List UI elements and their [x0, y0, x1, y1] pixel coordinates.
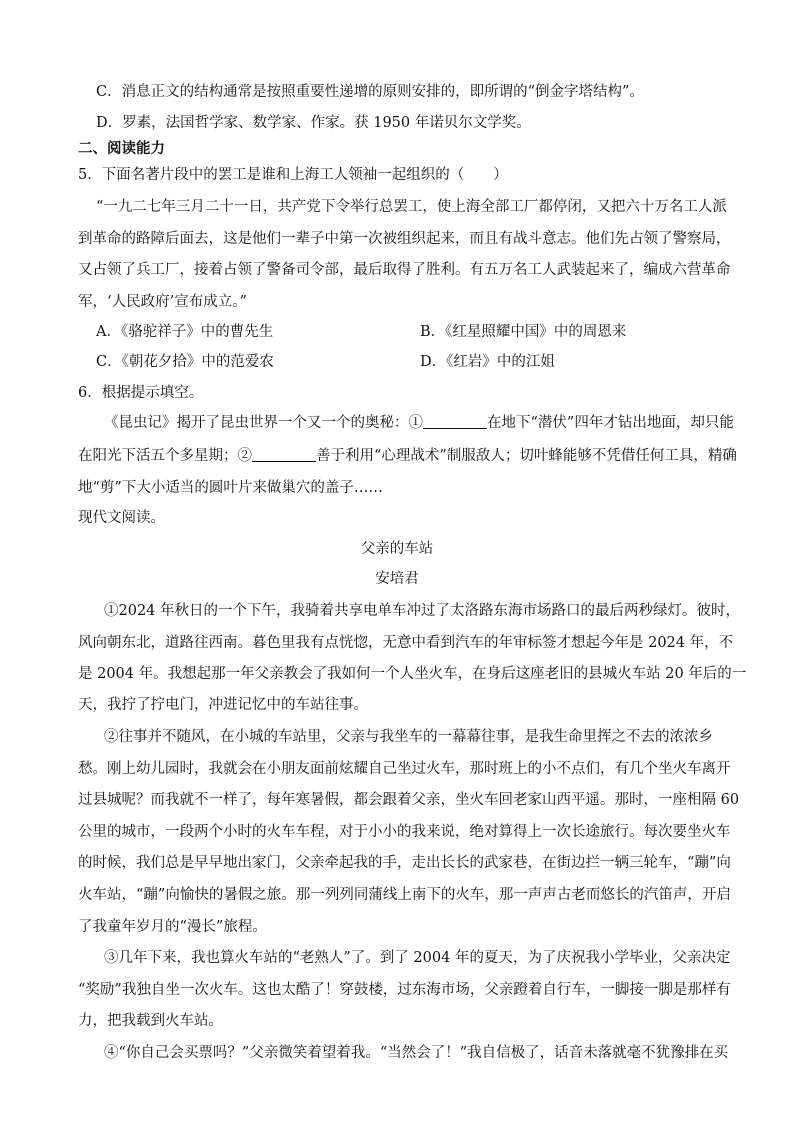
para3-line-1: ③几年下来，我也算火车站的“老熟人”了。到了 2004 年的夏天，为了庆祝我小学毕业，父亲决定 — [104, 950, 731, 966]
question-6: 6．根据提示填空。 — [78, 385, 204, 401]
para2-line-6: 火车站，“蹦”向愉快的暑假之旅。那一列列同蒲线上南下的火车，那一声声古老而悠长的汽笛声，开启 — [78, 887, 731, 903]
question-5: 5．下面名著片段中的罢工是谁和上海工人领袖一起组织的（ ） — [78, 167, 508, 183]
para1-line-2: 风向朝东北，道路往西南。暮色里我有点恍惚，无意中看到汽车的年审标签才想起今年是 2024 年，不 — [78, 635, 734, 651]
para2-line-2: 愁。刚上幼儿园时，我就会在小朋友面前炫耀自己坐过火车，那时班上的小不点们，有几个坐火车离开 — [78, 761, 731, 777]
option-a: A．《骆驼祥子》中的曹先生 — [96, 324, 274, 340]
q5-options-row-1 — [96, 322, 273, 342]
para2-line-3: 过县城呢？而我就不一样了，每年寒暑假，都会跟着父亲，坐火车回老家山西平遥。那时，一座相隔 60 — [78, 792, 740, 808]
option-d: D．《红岩》中的江姐 — [420, 354, 555, 370]
option-b: B．《红星照耀中国》中的周恩来 — [420, 324, 627, 340]
q6-line-2 — [78, 446, 737, 466]
section-heading: 二、阅读能力 — [78, 141, 165, 157]
q6-line-3: 地“剪”下大小适当的圆叶片来做巢穴的盖子…… — [78, 480, 383, 496]
q6-line-2-b: 善于利用“心理战术”制服敌人；切叶蜂能够不凭借任何工具，精确 — [316, 448, 737, 464]
q6-line-2-a: 在阳光下活五个多星期；② — [78, 448, 252, 464]
q5-passage-line-2: 到革命的路障后面去，这是他们一辈子中第一次被组织起来，而且有战斗意志。他们先占领了警察局， — [78, 231, 731, 247]
para1-line-3: 是 2004 年。我想起那一年父亲教会了我如何一个人坐火车，在身后这座老旧的县城火车站 20 年后的一 — [78, 666, 747, 682]
option-d-text: D．罗素，法国哲学家、数学家、作家。获 1950 年诺贝尔文学奖。 — [96, 115, 531, 131]
para2-line-4: 公里的城市，一段两个小时的火车车程，对于小小的我来说，绝对算得上一次长途旅行。每次要坐火车 — [78, 824, 731, 840]
q5-passage-line-3: 又占领了兵工厂，接着占领了警备司令部，最后取得了胜利。有五万名工人武装起来了，编成六营革命 — [78, 262, 731, 278]
article-title: 父亲的车站 — [360, 541, 434, 557]
para2-line-5: 的时候，我们总是早早地出家门，父亲牵起我的手，走出长长的武家巷，在街边拦一辆三轮车，“蹦”向 — [78, 855, 731, 871]
option-c: C．《朝花夕拾》中的范爱农 — [96, 354, 274, 370]
modern-reading-label: 现代文阅读。 — [78, 510, 165, 526]
q6-line-1 — [104, 413, 734, 433]
q5-passage-line-1: “一九二七年三月二十一日，共产党下令举行总罢工，使上海全部工厂都停闭，又把六十万名工人派 — [96, 199, 727, 215]
para2-line-7: 了我童年岁月的“漫长”旅程。 — [78, 919, 267, 935]
para4-line-1: ④“你自己会买票吗？”父亲微笑着望着我。“当然会了！”我自信极了，话音未落就毫不犹豫排在买 — [104, 1045, 729, 1061]
article-author: 安培君 — [375, 571, 419, 587]
para1-line-4: 天，我拧了拧电门，冲进记忆中的车站往事。 — [78, 697, 368, 713]
para2-line-1: ②往事并不随风，在小城的车站里，父亲与我坐车的一幕幕往事，是我生命里挥之不去的浓浓乡 — [104, 729, 713, 745]
q6-line-1-a: 《昆虫记》揭开了昆虫世界一个又一个的奥秘：① — [104, 415, 423, 431]
q6-line-1-b: 在地下“潜伏”四年才钻出地面，却只能 — [487, 415, 734, 431]
answer-blank-1[interactable] — [423, 414, 487, 429]
para1-line-1: ①2024 年秋日的一个下午，我骑着共享电单车冲过了太洛路东海市场路口的最后两秒绿灯。彼时， — [104, 603, 741, 619]
para3-line-3: 力，把我载到火车站。 — [78, 1013, 223, 1029]
answer-blank-2[interactable] — [252, 447, 316, 462]
q5-passage-line-4: 军，‘人民政府’宣布成立。” — [78, 294, 247, 310]
option-c-text: C．消息正文的结构通常是按照重要性递增的原则安排的，即所谓的“倒金字塔结构”。 — [96, 84, 644, 100]
para3-line-2: “奖励”我独自坐一次火车。这也太酷了！穿鼓楼，过东海市场，父亲蹬着自行车，一脚接一脚是那样有 — [78, 982, 731, 998]
